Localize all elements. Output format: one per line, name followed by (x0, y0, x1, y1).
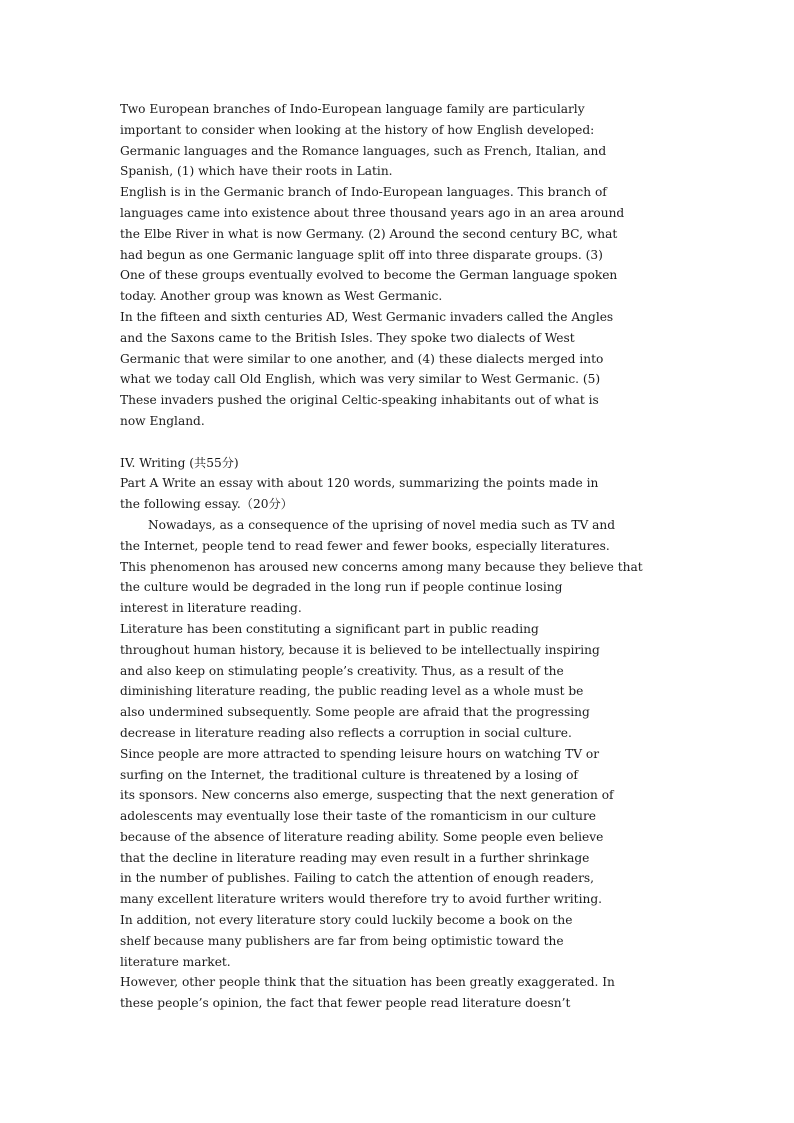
reading-paragraph-1: Two European branches of Indo-European language family are particularly important to consider when looking at the history of how English developed: Germanic languages and the Romance languages, such as French, Italian, and Spanish, (1) which have their roots in Latin. (120, 102, 607, 179)
essay-paragraph-1: Nowadays, as a consequence of the uprising of novel media such as TV and the Internet, people tend to read fewer and fewer books, especially literatures. This phenomenon has aroused new concerns among many because they believe that the culture would be degraded in the long run if people continue losing interest in literature reading. (120, 517, 643, 616)
essay-paragraph-2: Literature has been constituting a significant part in public reading throughout human history, because it is believed to be intellectually inspiring and also keep on stimulating people’s creativity. Thus, as a result of the diminishing literature reading, the public reading level as a whole must be also undermined subsequently. Some people are afraid that the progressing decrease in literature reading also reflects a corruption in social culture. Since people are more attracted to spending leisure hours on watching TV or surfing on the Internet, the traditional culture is threatened by a losing of its sponsors. New concerns also emerge, suspecting that the next generation of adolescents may eventually lose their taste of the romanticism in our culture because of the absence of literature reading ability. Some people even believe that the decline in literature reading may even result in a further shrinkage in the number of publishes. Failing to catch the attention of enough readers, many excellent literature writers would therefore try to avoid further writing. In addition, not every literature story could luckily become a book on the shelf because many publishers are far from being optimistic toward the literature market. (120, 621, 614, 969)
writing-section-title: IV. Writing (共55分) (120, 455, 239, 470)
document-body (120, 99, 680, 1014)
reading-paragraph-2: English is in the Germanic branch of Indo-European languages. This branch of languages came into existence about three thousand years ago in an area around the Elbe River in what is now Germany. (2) Around the second century BC, what had begun as one Germanic language split off into three disparate groups. (3) One of these groups eventually evolved to become the German language spoken today. Another group was known as West Germanic. (120, 185, 625, 304)
section-spacer (120, 432, 680, 453)
essay-paragraph-3: However, other people think that the situation has been greatly exaggerated. In these people’s opinion, the fact that fewer people read literature doesn’t (120, 975, 615, 1011)
reading-paragraph-3: In the fifteen and sixth centuries AD, West Germanic invaders called the Angles and the Saxons came to the British Isles. They spoke two dialects of West Germanic that were similar to one another, and (4) these dialects merged into what we today call Old English, which was very similar to West Germanic. (5) These invaders pushed the original Celtic-speaking inhabitants out of what is now England. (120, 309, 614, 428)
part-a-instruction: Part A Write an essay with about 120 words, summarizing the points made in the following essay.（20分） (120, 476, 599, 512)
